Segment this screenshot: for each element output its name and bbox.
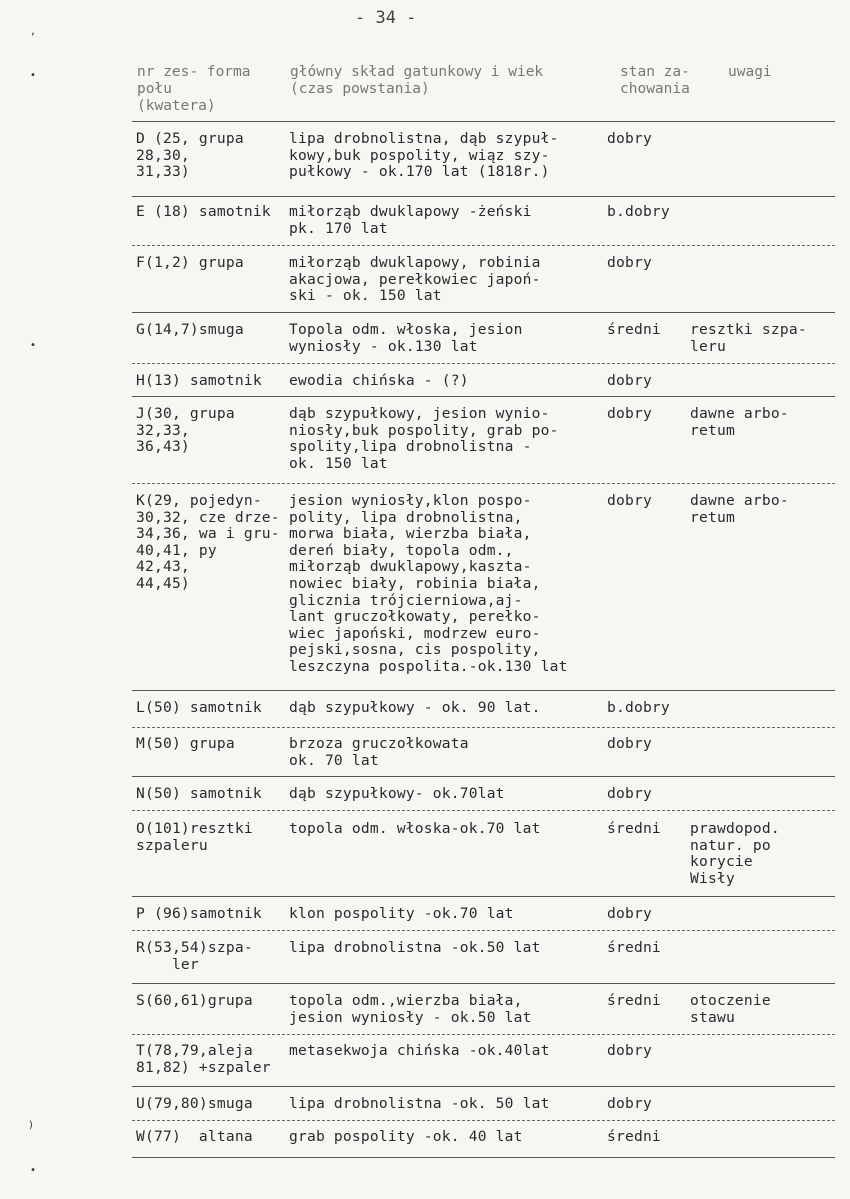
row-id: L(50) samotnik: [136, 699, 262, 716]
row-species: brzoza gruczołkowata ok. 70 lat: [289, 735, 469, 769]
row-rule: [132, 983, 835, 984]
row-rule: [132, 1086, 835, 1087]
row-species: dąb szypułkowy- ok.70lat: [289, 785, 505, 802]
row-rule: [132, 245, 835, 246]
header-col-condition: stan za- chowania: [620, 64, 690, 97]
row-id: R(53,54)szpa- ler: [136, 939, 253, 973]
row-notes: prawdopod. natur. po korycie Wisły: [690, 820, 780, 887]
row-condition: dobry: [607, 405, 652, 422]
row-condition: dobry: [607, 254, 652, 271]
row-rule: [132, 1157, 835, 1158]
row-condition: średni: [607, 820, 661, 837]
row-condition: dobry: [607, 1095, 652, 1112]
header-col-notes: uwagi: [728, 64, 772, 80]
row-rule: [132, 896, 835, 897]
row-condition: dobry: [607, 735, 652, 752]
row-condition: średni: [607, 1128, 661, 1145]
row-condition: dobry: [607, 1042, 652, 1059]
page-number: - 34 -: [355, 8, 417, 28]
row-rule: [132, 312, 835, 313]
row-id: E (18) samotnik: [136, 203, 271, 220]
row-species: lipa drobnolistna -ok. 50 lat: [289, 1095, 550, 1112]
row-condition: dobry: [607, 130, 652, 147]
row-species: dąb szypułkowy - ok. 90 lat.: [289, 699, 541, 716]
row-species: miłorząb dwuklapowy, robinia akacjowa, perełkowiec japoń- ski - ok. 150 lat: [289, 254, 541, 305]
row-rule: [132, 483, 835, 484]
row-condition: dobry: [607, 905, 652, 922]
row-id: N(50) samotnik: [136, 785, 262, 802]
row-condition: b.dobry: [607, 203, 670, 220]
header-col-id: nr zes- forma połu (kwatera): [137, 64, 251, 114]
row-rule: [132, 1120, 835, 1121]
row-id: W(77) altana: [136, 1128, 253, 1145]
row-condition: dobry: [607, 492, 652, 509]
margin-mark: ): [28, 1120, 35, 1131]
row-rule: [132, 690, 835, 691]
row-id: J(30, grupa 32,33, 36,43): [136, 405, 235, 456]
row-notes: otoczenie stawu: [690, 992, 771, 1026]
row-notes: resztki szpa- leru: [690, 321, 807, 355]
row-rule: [132, 727, 835, 728]
row-id: G(14,7)smuga: [136, 321, 244, 338]
row-condition: dobry: [607, 372, 652, 389]
row-id: U(79,80)smuga: [136, 1095, 253, 1112]
row-condition: b.dobry: [607, 699, 670, 716]
row-species: Topola odm. włoska, jesion wyniosły - ok.130 lat: [289, 321, 523, 355]
row-id: D (25, grupa 28,30, 31,33): [136, 130, 244, 181]
header-col-species: główny skład gatunkowy i wiek (czas powstania): [290, 64, 544, 97]
row-notes: dawne arbo- retum: [690, 405, 789, 439]
row-species: grab pospolity -ok. 40 lat: [289, 1128, 523, 1145]
margin-mark: •: [30, 1165, 37, 1176]
row-rule: [132, 396, 835, 397]
row-species: dąb szypułkowy, jesion wynio- niosły,buk pospolity, grab po- spolity,lipa drobnolistna - ok. 150 lat: [289, 405, 559, 472]
row-rule: [132, 363, 835, 364]
margin-mark: •: [30, 70, 37, 81]
row-rule: [132, 196, 835, 197]
row-species: metasekwoja chińska -ok.40lat: [289, 1042, 550, 1059]
row-species: ewodia chińska - (?): [289, 372, 469, 389]
row-rule: [132, 930, 835, 931]
row-notes: dawne arbo- retum: [690, 492, 789, 526]
row-species: lipa drobnolistna, dąb szypuł- kowy,buk pospolity, wiąz szy- pułkowy - ok.170 lat (1818r.): [289, 130, 559, 181]
row-species: topola odm. włoska-ok.70 lat: [289, 820, 541, 837]
margin-mark: ,: [30, 26, 37, 37]
row-species: lipa drobnolistna -ok.50 lat: [289, 939, 541, 956]
row-rule: [132, 1034, 835, 1035]
row-id: S(60,61)grupa: [136, 992, 253, 1009]
row-id: F(1,2) grupa: [136, 254, 244, 271]
row-id: O(101)resztki szpaleru: [136, 820, 253, 854]
row-rule: [132, 810, 835, 811]
row-id: M(50) grupa: [136, 735, 235, 752]
row-species: jesion wyniosły,klon pospo- polity, lipa drobnolistna, morwa biała, wierzba biała, dereń biały, topola odm., miłorząb dwuklapowy,kaszta- nowiec biały, robinia biała, glicznia trójcierniowa,aj- lant gruczołkowaty, perełko- wiec japoński, modrzew euro- pejski,sosna, cis pospolity, leszczyna pospolita.-ok.130 lat: [289, 492, 568, 675]
header-rule: [132, 121, 835, 122]
row-species: miłorząb dwuklapowy -żeński pk. 170 lat: [289, 203, 532, 237]
row-condition: średni: [607, 992, 661, 1009]
row-id: P (96)samotnik: [136, 905, 262, 922]
row-rule: [132, 776, 835, 777]
row-condition: dobry: [607, 785, 652, 802]
row-species: klon pospolity -ok.70 lat: [289, 905, 514, 922]
margin-mark: •: [30, 340, 37, 351]
row-id: T(78,79,aleja 81,82) +szpaler: [136, 1042, 271, 1076]
row-condition: średni: [607, 939, 661, 956]
row-id: H(13) samotnik: [136, 372, 262, 389]
row-condition: średni: [607, 321, 661, 338]
row-id: K(29, pojedyn- 30,32, cze drze- 34,36, wa i gru- 40,41, py 42,43, 44,45): [136, 492, 280, 592]
row-species: topola odm.,wierzba biała, jesion wyniosły - ok.50 lat: [289, 992, 532, 1026]
